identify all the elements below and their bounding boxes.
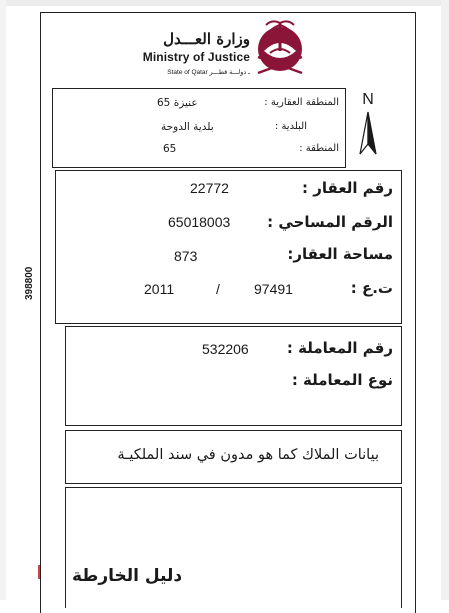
property-details-box — [55, 170, 402, 324]
municipality-label: البلدية : — [274, 121, 307, 132]
ministry-name-arabic: وزارة العـــدل — [163, 30, 250, 48]
map-legend-box — [65, 487, 402, 608]
registration-year: 2011 — [144, 281, 175, 297]
property-area-label: مساحة العقار: — [287, 245, 393, 263]
qatar-emblem-icon — [250, 15, 310, 79]
property-area-value: 873 — [174, 248, 198, 264]
registration-separator: / — [216, 281, 220, 297]
owners-note-box — [65, 430, 402, 484]
ministry-name-english: Ministry of Justice — [142, 50, 250, 64]
registration-number: 97491 — [254, 281, 293, 297]
scan-edge-right — [441, 0, 449, 600]
area-value: 65 — [163, 143, 177, 155]
location-box — [52, 88, 346, 168]
transaction-number-label: رقم المعاملة : — [286, 339, 393, 357]
survey-number-value: 65018003 — [168, 214, 231, 230]
registration-label: ت.ع : — [350, 279, 393, 297]
scan-mark — [38, 565, 40, 579]
survey-number-label: الرقم المساحي : — [267, 213, 393, 231]
area-label: المنطقة : — [299, 143, 339, 154]
state-of-qatar-line: State of Qatar ـ دولـــة قطـــر — [167, 69, 250, 76]
north-label: N — [362, 91, 374, 108]
scan-edge-left — [0, 0, 6, 600]
transaction-box — [65, 326, 402, 426]
property-number-label: رقم العقار : — [302, 179, 393, 197]
scan-shadow — [0, 0, 449, 6]
municipality-value: بلدية الدوحة — [161, 121, 214, 133]
property-number-value: 22772 — [190, 180, 229, 196]
owners-note: بيانات الملاك كما هو مدون في سند الملكيـة — [117, 447, 379, 463]
map-coordinate-label: 398800 — [24, 266, 35, 300]
transaction-type-label: نوع المعاملة : — [291, 371, 393, 389]
zone-value: عنيزة 65 — [157, 97, 198, 109]
map-legend-title: دليل الخارطة — [72, 566, 183, 586]
north-arrow-icon — [353, 88, 383, 160]
transaction-number-value: 532206 — [202, 341, 249, 357]
zone-label: المنطقة العقارية : — [264, 97, 339, 108]
